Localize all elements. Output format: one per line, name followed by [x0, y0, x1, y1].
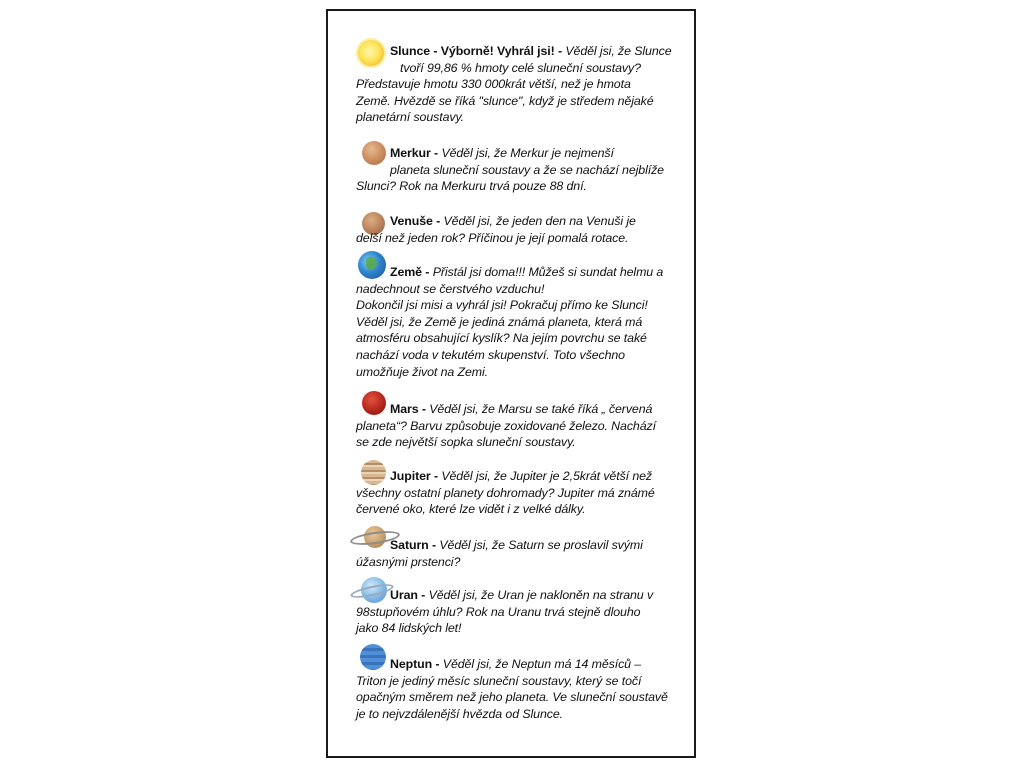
entry-title: Mars [390, 402, 419, 416]
entry-title: Uran [390, 588, 418, 602]
entry-highlight: Výborně! Vyhrál jsi! [440, 44, 555, 58]
entry-title: Země [390, 265, 422, 279]
entry-sun: Slunce - Výborně! Vyhrál jsi! - Věděl jsi, že Slunce tvoří 99,86 % hmoty celé sluneční soustavy? Představuje hmotu 330 000krát větší, než je hmota Země. Hvězdě se říká "slunce", když je středem nějaké planetární soustavy. [356, 44, 672, 125]
entry-title: Saturn [390, 538, 429, 552]
entry-title: Venuše [390, 214, 433, 228]
entry-mercury: Merkur - Věděl jsi, že Merkur je nejmenší planeta sluneční soustavy a že se nachází nejblíže Slunci? Rok na Merkuru trvá pouze 88 dní. [356, 146, 664, 194]
entry-venus: Venuše - Věděl jsi, že jeden den na Venuši je delší než jeden rok? Příčinou je její pomalá rotace. [356, 214, 636, 245]
entry-title: Jupiter [390, 469, 431, 483]
entry-title: Merkur [390, 146, 431, 160]
planet-info-card [326, 9, 696, 758]
entry-saturn: Saturn - Věděl jsi, že Saturn se proslavil svými úžasnými prstenci? [356, 538, 643, 569]
entry-neptune: Neptun - Věděl jsi, že Neptun má 14 měsíců – Triton je jediný měsíc sluneční soustavy, který se točí opačným směrem než jeho planeta. Ve sluneční soustavě je to nejvzdálenější hvězda od Slunce. [356, 657, 668, 721]
entry-title: Slunce [390, 44, 431, 58]
entry-title: Neptun [390, 657, 433, 671]
entry-earth: Země - Přistál jsi doma!!! Můžeš si sundat helmu a nadechnout se čerstvého vzduchu! Dokončil jsi misi a vyhrál jsi! Pokračuj přímo ke Slunci! Věděl jsi, že Země je jediná známá planeta, která má atmosféru obsahující kyslík? Na jejím povrchu se také nachází voda v tekutém skupenství. Toto všechno umožňuje život na Zemi. [356, 265, 664, 379]
entry-uranus: Uran - Věděl jsi, že Uran je nakloněn na stranu v 98stupňovém úhlu? Rok na Uranu trvá stejně dlouho jako 84 lidských let! [356, 588, 654, 636]
entry-jupiter: Jupiter - Věděl jsi, že Jupiter je 2,5krát větší než všechny ostatní planety dohromady? Jupiter má známé červené oko, které lze vidět i z velké dálky. [356, 469, 655, 517]
entry-mars: Mars - Věděl jsi, že Marsu se také říká „ červená planeta“? Barvu způsobuje zoxidované železo. Nachází se zde největší sopka sluneční soustavy. [356, 402, 656, 450]
